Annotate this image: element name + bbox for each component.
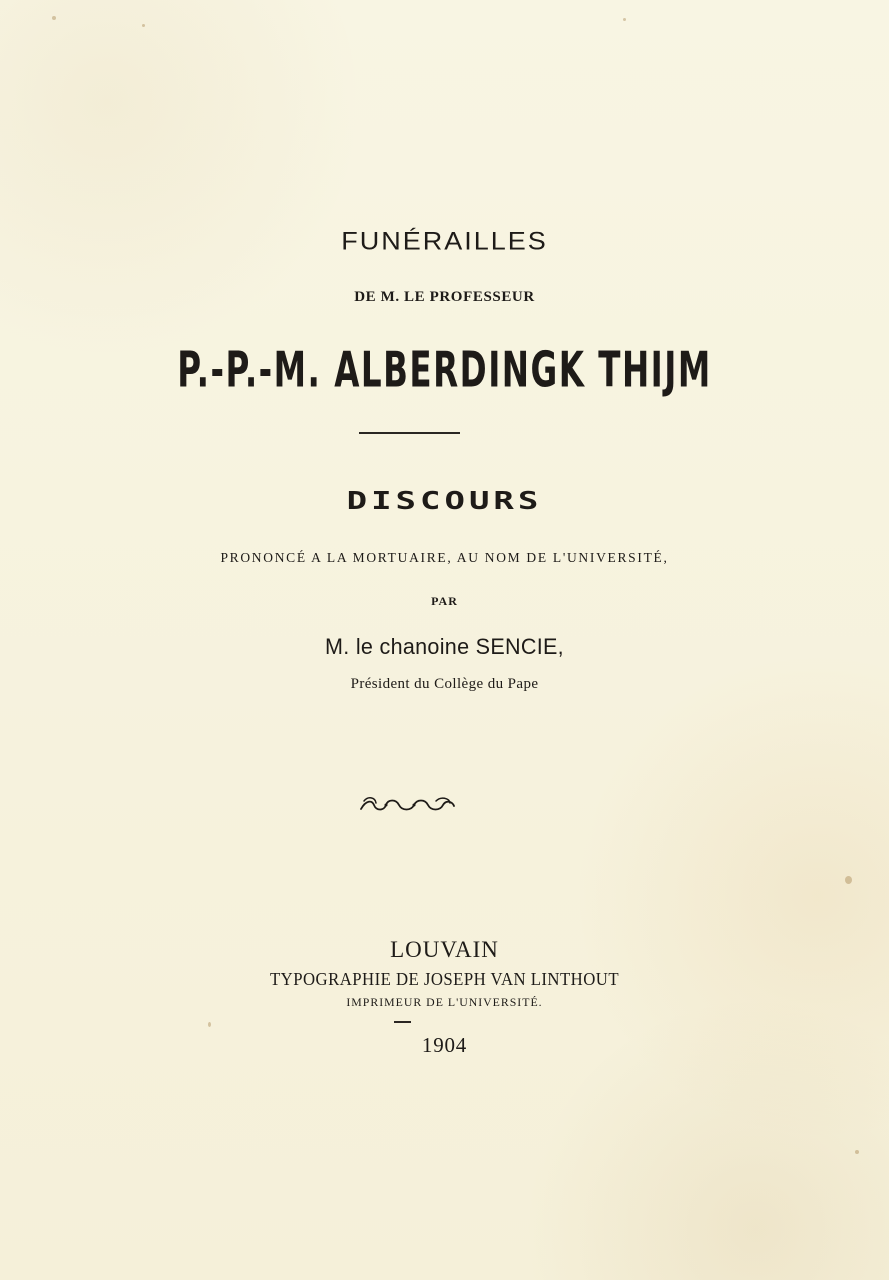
- paper-speck: [855, 1150, 859, 1154]
- decorative-ornament-icon: [356, 793, 456, 817]
- paper-speck: [52, 16, 56, 20]
- paper-speck: [208, 1022, 211, 1027]
- paper-speck: [142, 24, 145, 27]
- professor-name: P.-P.-M. ALBERDINGK THIJM: [177, 341, 712, 399]
- publication-year: 1904: [421, 1033, 468, 1057]
- professor-subtitle: DE M. LE PROFESSEUR: [354, 289, 535, 305]
- delivery-note: PRONONCÉ A LA MORTUAIRE, AU NOM DE L'UNIVERSITÉ,: [220, 550, 669, 565]
- author-title: Président du Collège du Pape: [350, 676, 539, 692]
- year-divider: [394, 1021, 411, 1023]
- author-name: M. le chanoine SENCIE,: [325, 634, 564, 659]
- paper-speck: [623, 18, 626, 21]
- title-divider: [359, 432, 460, 434]
- publication-city: LOUVAIN: [390, 937, 499, 962]
- by-label: PAR: [431, 594, 458, 608]
- printer-role: IMPRIMEUR DE L'UNIVERSITÉ.: [346, 995, 543, 1009]
- funerailles-heading: FUNÉRAILLES: [341, 227, 548, 255]
- paper-speck: [845, 876, 852, 884]
- printer-name: TYPOGRAPHIE DE JOSEPH VAN LINTHOUT: [269, 969, 620, 989]
- discourse-title: DISCOURS: [346, 486, 543, 516]
